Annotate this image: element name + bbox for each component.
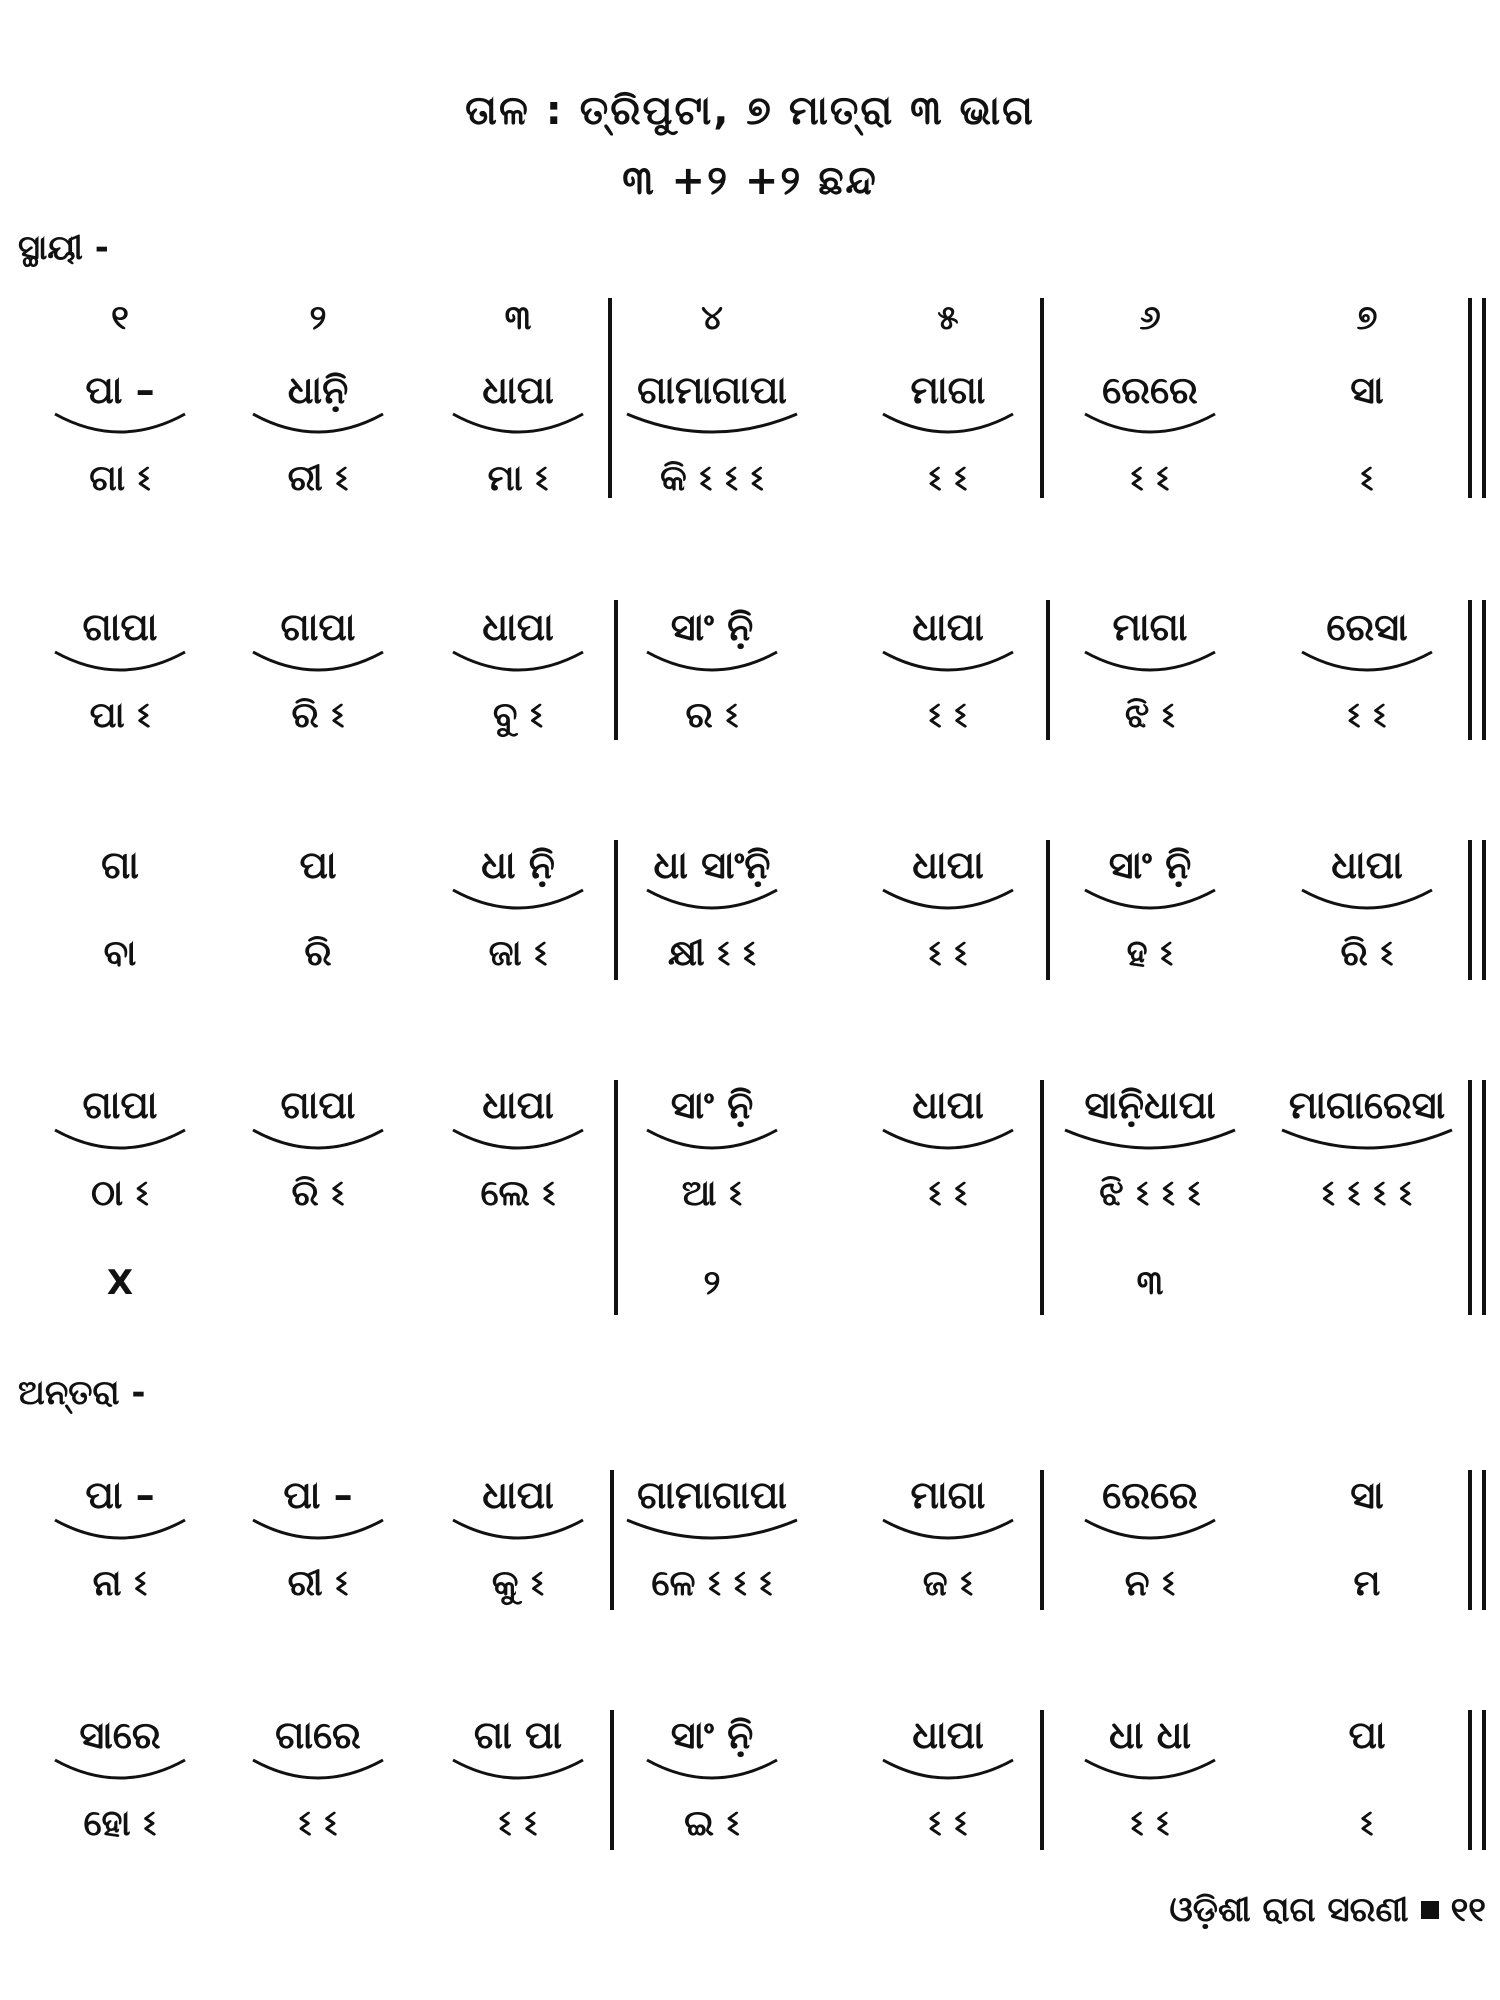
swara-cell: ଗାମାଗାପା xyxy=(637,1473,787,1517)
bol-cell: ମ xyxy=(1353,1563,1381,1604)
slur-arc xyxy=(642,1126,782,1156)
bol-cell: ଇ ଽ xyxy=(684,1803,740,1844)
slur-arc xyxy=(448,410,588,440)
slur-arc xyxy=(50,1126,190,1156)
bol-cell: ର ଽ xyxy=(685,695,739,736)
bol-cell: ଽ ଽ xyxy=(498,1803,538,1844)
slur-arc xyxy=(448,1756,588,1786)
swara-cell: ପା – xyxy=(283,1473,353,1517)
square-bullet-icon xyxy=(1421,1901,1439,1919)
slur-arc xyxy=(50,1516,190,1546)
swara-cell: ଧା ଧା xyxy=(1108,1713,1191,1757)
swara-cell: ପା xyxy=(299,843,337,887)
slur-arc xyxy=(878,1756,1018,1786)
slur-arc xyxy=(622,410,802,440)
bol-cell: ରି ଽ xyxy=(291,695,345,736)
bol-cell: ରୀ ଽ xyxy=(287,1563,349,1604)
bol-cell: ବା xyxy=(103,933,137,974)
slur-arc xyxy=(642,648,782,678)
slur-arc xyxy=(248,410,388,440)
end-barline xyxy=(1468,840,1472,980)
swara-cell: ସା xyxy=(1350,368,1384,412)
beat-number: ୫ xyxy=(937,298,959,338)
swara-cell: ଧା ନି଼ xyxy=(481,843,555,887)
swara-cell: ରେସା xyxy=(1326,605,1408,649)
bol-cell: ଽ xyxy=(1360,458,1374,499)
tala-title: ତାଳ : ତ୍ରିପୁଟା, ୭ ମାତ୍ରା ୩ ଭାଗ xyxy=(465,88,1035,134)
swara-cell: ଗାପା xyxy=(280,605,356,649)
slur-arc xyxy=(448,648,588,678)
bol-cell: ଜ ଽ xyxy=(922,1563,974,1604)
beat-number: ୨ xyxy=(309,298,327,338)
end-barline xyxy=(1482,1080,1486,1315)
bol-cell: ଳେ ଽ ଽ ଽ xyxy=(651,1563,773,1604)
swara-cell: ଧାପା xyxy=(912,1713,984,1757)
bol-cell: ଲେ ଽ xyxy=(480,1173,556,1214)
swara-cell: ଗାମାଗାପା xyxy=(637,368,787,412)
slur-arc xyxy=(1277,1126,1457,1156)
swara-cell: ସାନି଼ଧାପା xyxy=(1084,1083,1216,1127)
bol-cell: ଜା ଽ xyxy=(488,933,548,974)
tala-mark-tali-3: ୩ xyxy=(1136,1263,1164,1303)
bol-cell: ଆ ଽ xyxy=(681,1173,743,1214)
bol-cell: ରି ଽ xyxy=(1340,933,1394,974)
end-barline xyxy=(1482,298,1486,498)
slur-arc xyxy=(50,648,190,678)
swara-cell: ଧାପା xyxy=(482,605,554,649)
beat-number: ୪ xyxy=(701,298,723,338)
bol-cell: ଽ ଽ xyxy=(928,695,968,736)
end-barline xyxy=(1482,600,1486,740)
swara-cell: ମାଗା xyxy=(1112,605,1188,649)
slur-arc xyxy=(448,1516,588,1546)
bol-cell: ଽ ଽ xyxy=(1347,695,1387,736)
swara-cell: ଧାପା xyxy=(912,1083,984,1127)
swara-cell: ସାରେ xyxy=(79,1713,161,1757)
slur-arc xyxy=(448,886,588,916)
bol-cell: କି ଽ ଽ ଽ xyxy=(660,458,764,499)
end-barline xyxy=(1482,840,1486,980)
bol-cell: ଽ ଽ xyxy=(928,458,968,499)
swara-cell: ସାଂ ନି଼ xyxy=(670,605,754,649)
beat-number: ୭ xyxy=(1356,298,1378,338)
slur-arc xyxy=(1080,410,1220,440)
swara-cell: ମାଗା xyxy=(910,1473,986,1517)
swara-cell: ରେରେ xyxy=(1102,368,1198,412)
bol-cell: ନ ଽ xyxy=(1124,1563,1176,1604)
slur-arc xyxy=(248,1756,388,1786)
bol-cell: ଽ xyxy=(1360,1803,1374,1844)
vibhag-divider xyxy=(614,840,618,980)
swara-cell: ସାଂ ନି଼ xyxy=(670,1713,754,1757)
antara-label: ଅନ୍ତରା - xyxy=(18,1373,146,1413)
swara-cell: ଗାପା xyxy=(82,605,158,649)
swara-cell: ଧାପା xyxy=(912,843,984,887)
swara-cell: ଧାନି଼ xyxy=(287,368,349,412)
swara-cell: ଧାପା xyxy=(482,1473,554,1517)
beat-number: ୧ xyxy=(111,298,129,338)
slur-arc xyxy=(1080,1516,1220,1546)
slur-arc xyxy=(642,1756,782,1786)
bol-cell: ମା ଽ xyxy=(487,458,549,499)
bol-cell: ଽ ଽ xyxy=(928,1803,968,1844)
slur-arc xyxy=(1080,1756,1220,1786)
swara-cell: ଧାପା xyxy=(912,605,984,649)
vibhag-divider xyxy=(1040,1470,1044,1610)
vibhag-divider xyxy=(608,298,612,498)
bol-cell: ଗା ଽ xyxy=(89,458,151,499)
book-title: ଓଡ଼ିଶୀ ରାଗ ସରଣୀ xyxy=(1169,1890,1409,1930)
bol-cell: ଽ ଽ xyxy=(1130,458,1170,499)
bol-cell: ରି xyxy=(304,933,332,974)
vibhag-divider xyxy=(1040,298,1044,498)
bol-cell: ବୁ ଽ xyxy=(492,695,544,736)
bol-cell: ହ ଽ xyxy=(1126,933,1174,974)
bol-cell: ଝି ଽ xyxy=(1124,695,1176,736)
swara-cell: ଗା xyxy=(101,843,139,887)
slur-arc xyxy=(878,1516,1018,1546)
slur-arc xyxy=(248,1516,388,1546)
swara-cell: ସାଂ ନି଼ xyxy=(1108,843,1192,887)
swara-cell: ଗାପା xyxy=(82,1083,158,1127)
bol-cell: ଽ ଽ xyxy=(928,933,968,974)
vibhag-divider xyxy=(610,1710,614,1850)
slur-arc xyxy=(878,886,1018,916)
bol-cell: ହୋ ଽ xyxy=(83,1803,157,1844)
bol-cell: ନା ଽ xyxy=(92,1563,148,1604)
slur-arc xyxy=(248,1126,388,1156)
tala-mark-tali-2: ୨ xyxy=(703,1263,721,1303)
swara-cell: ସା xyxy=(1350,1473,1384,1517)
beat-number: ୬ xyxy=(1139,298,1161,338)
beat-number: ୩ xyxy=(504,298,532,338)
chhanda-subtitle: ୩ +୨ +୨ ଛନ୍ଦ xyxy=(622,158,878,204)
slur-arc xyxy=(622,1516,802,1546)
bol-cell: ରୀ ଽ xyxy=(287,458,349,499)
tala-mark-sam: X xyxy=(106,1263,134,1303)
swara-cell: ରେରେ xyxy=(1102,1473,1198,1517)
slur-arc xyxy=(448,1126,588,1156)
vibhag-divider xyxy=(610,1470,614,1610)
bol-cell: ଠା ଽ xyxy=(91,1173,149,1214)
vibhag-divider xyxy=(1040,1080,1044,1315)
slur-arc xyxy=(878,410,1018,440)
bol-cell: କ୍ଷୀ ଽ ଽ xyxy=(667,933,757,974)
swara-cell: ଗା ପା xyxy=(473,1713,563,1757)
end-barline xyxy=(1468,298,1472,498)
slur-arc xyxy=(878,1126,1018,1156)
swara-cell: ଗାରେ xyxy=(275,1713,361,1757)
swara-cell: ସାଂ ନି଼ xyxy=(670,1083,754,1127)
slur-arc xyxy=(50,410,190,440)
slur-arc xyxy=(1297,648,1437,678)
swara-cell: ଧାପା xyxy=(482,368,554,412)
swara-cell: ପା xyxy=(1348,1713,1386,1757)
vibhag-divider xyxy=(614,1080,618,1315)
swara-cell: ମାଗା xyxy=(910,368,986,412)
swara-cell: ଧାପା xyxy=(482,1083,554,1127)
bol-cell: ଝି ଽ ଽ ଽ xyxy=(1099,1173,1201,1214)
swara-cell: ଧାପା xyxy=(1331,843,1403,887)
end-barline xyxy=(1468,1710,1472,1850)
bol-cell: କୁ ଽ xyxy=(491,1563,545,1604)
bol-cell: ଽ ଽ xyxy=(1130,1803,1170,1844)
end-barline xyxy=(1468,1080,1472,1315)
swara-cell: ପା – xyxy=(85,1473,155,1517)
bol-cell: ଽ ଽ xyxy=(298,1803,338,1844)
swara-cell: ଗାପା xyxy=(280,1083,356,1127)
end-barline xyxy=(1468,600,1472,740)
bol-cell: ଽ ଽ ଽ ଽ xyxy=(1321,1173,1413,1214)
swara-cell: ମାଗାରେସା xyxy=(1288,1083,1446,1127)
page-number: ୧୧ xyxy=(1450,1890,1486,1930)
page-footer xyxy=(1169,1890,1486,1930)
swara-cell: ପା – xyxy=(85,368,155,412)
slur-arc xyxy=(878,648,1018,678)
vibhag-divider xyxy=(1046,600,1050,740)
vibhag-divider xyxy=(1040,1710,1044,1850)
swara-cell: ଧା ସାଂନି଼ xyxy=(653,843,771,887)
end-barline xyxy=(1482,1470,1486,1610)
slur-arc xyxy=(248,648,388,678)
slur-arc xyxy=(1060,1126,1240,1156)
slur-arc xyxy=(1297,886,1437,916)
slur-arc xyxy=(1080,886,1220,916)
bol-cell: ରି ଽ xyxy=(291,1173,345,1214)
vibhag-divider xyxy=(614,600,618,740)
end-barline xyxy=(1468,1470,1472,1610)
bol-cell: ପା ଽ xyxy=(89,695,151,736)
vibhag-divider xyxy=(1046,840,1050,980)
sthayi-label: ସ୍ଥାୟୀ - xyxy=(18,228,109,268)
slur-arc xyxy=(50,1756,190,1786)
slur-arc xyxy=(1080,648,1220,678)
slur-arc xyxy=(642,886,782,916)
bol-cell: ଽ ଽ xyxy=(928,1173,968,1214)
end-barline xyxy=(1482,1710,1486,1850)
